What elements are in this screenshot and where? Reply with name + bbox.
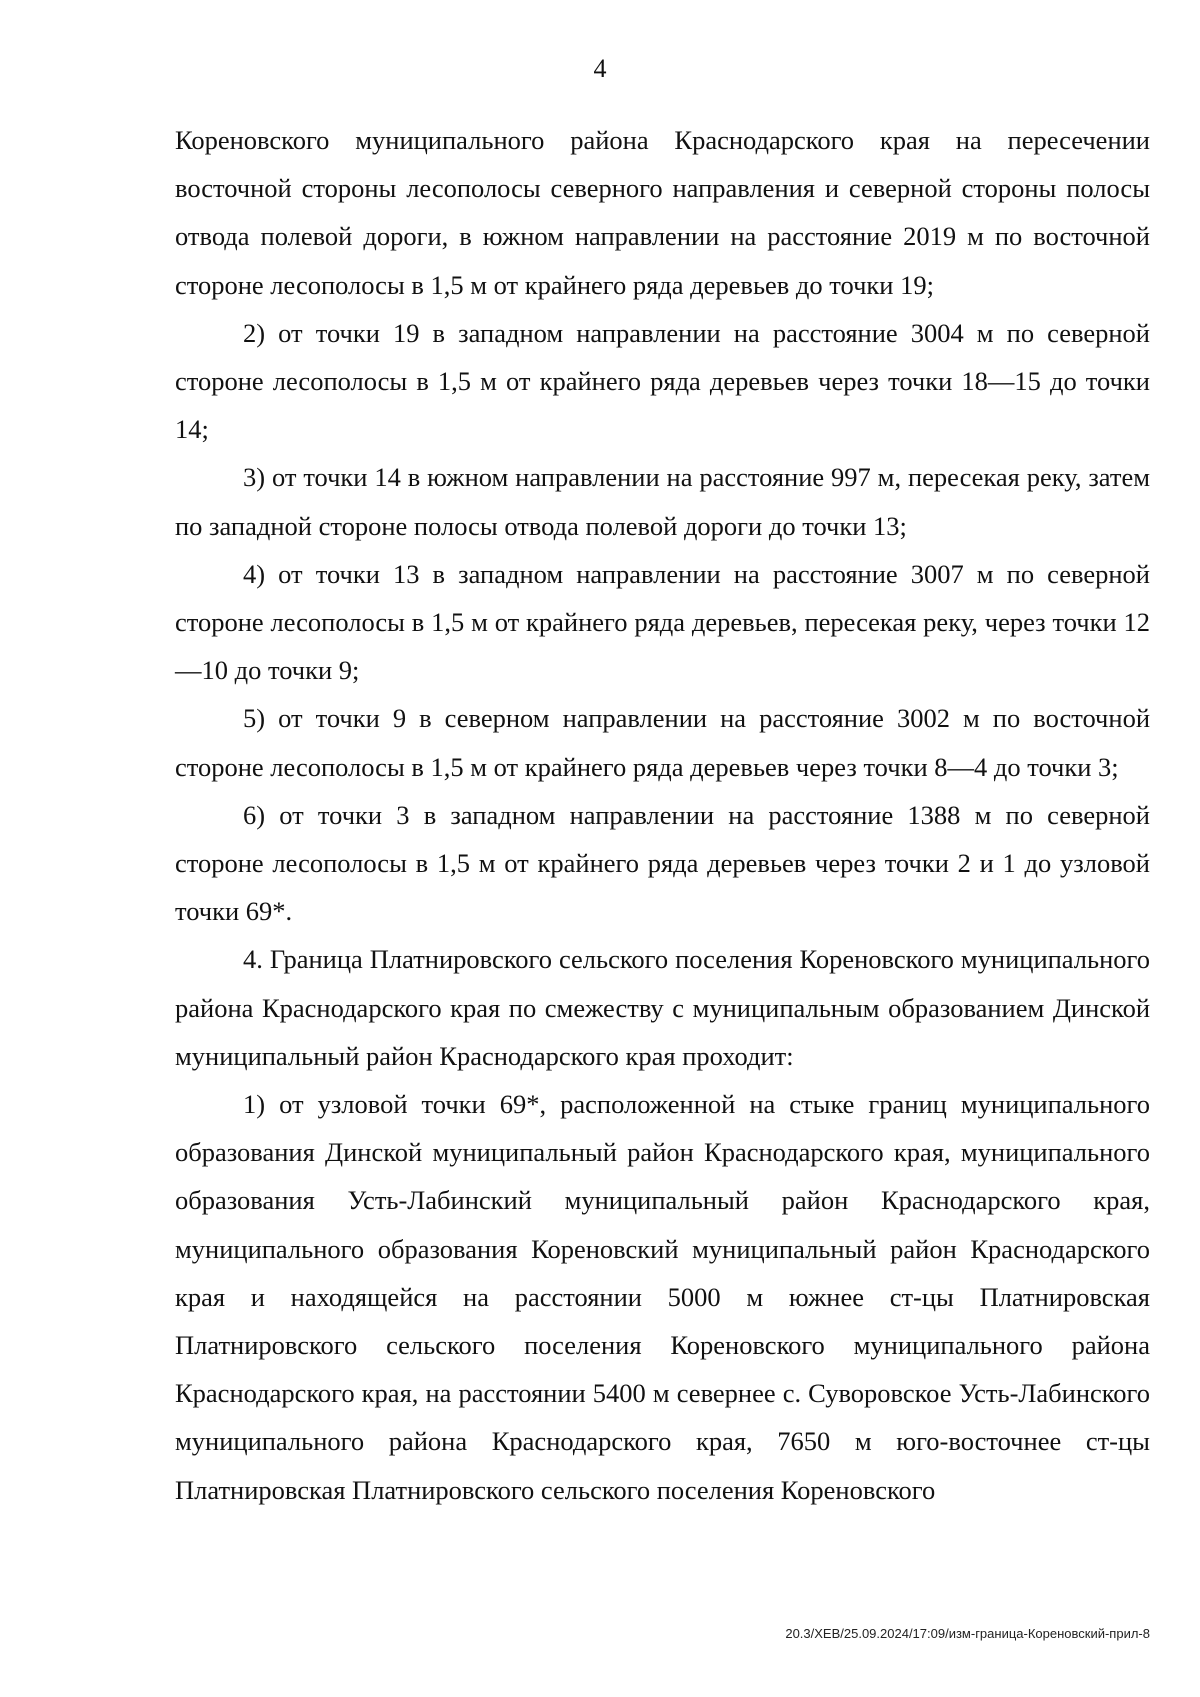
document-footer-code: 20.3/ХЕВ/25.09.2024/17:09/изм-граница-Кореновский-прил-8 [785,1626,1150,1641]
paragraph-item-3: 3) от точки 14 в южном направлении на расстояние 997 м, пересекая реку, затем по западной стороне полосы отвода полевой дороги до точки 13; [175,462,1150,541]
page-number: 4 [593,54,607,83]
paragraph-section-4-item-1: 1) от узловой точки 69*, расположенной на стыке границ муниципального образования Динской муниципальный район Краснодарского края, муниципального образования Усть-Лабинский муниципальный район Краснодарского края, муниципального образования Кореновский муниципальный район Краснодарского края и находящейся на расстоянии 5000 м южнее ст-цы Платнировская Платнировского сельского поселения Кореновского муниципального района Краснодарского края, на расстоянии 5400 м севернее с. Суворовское Усть-Лабинского муниципального района Краснодарского края, 7650 м юго-восточнее ст-цы Платнировская Платнировского сельского поселения Кореновского [175,1089,1150,1505]
paragraph-item-2: 2) от точки 19 в западном направлении на расстояние 3004 м по северной стороне лесополосы в 1,5 м от крайнего ряда деревьев через точки 18—15 до точки 14; [175,317,1150,445]
paragraph-section-4: 4. Граница Платнировского сельского поселения Кореновского муниципального района Краснодарского края по смежеству с муниципальным образованием Динской муниципальный район Краснодарского края проходит: [175,944,1150,1071]
paragraph-continuation: Кореновского муниципального района Краснодарского края на пересечении восточной стороны лесополосы северного направления и северной стороны полосы отвода полевой дороги, в южном направлении на расстояние 2019 м по восточной стороне лесополосы в 1,5 м от крайнего ряда деревьев до точки 19; [175,125,1150,300]
paragraph-item-6: 6) от точки 3 в западном направлении на расстояние 1388 м по северной стороне лесополосы в 1,5 м от крайнего ряда деревьев через точки 2 и 1 до узловой точки 69*. [175,799,1150,927]
paragraph-item-5: 5) от точки 9 в северном направлении на расстояние 3002 м по восточной стороне лесополосы в 1,5 м от крайнего ряда деревьев через точки 8—4 до точки 3; [175,703,1150,782]
paragraph-item-4: 4) от точки 13 в западном направлении на расстояние 3007 м по северной стороне лесополосы в 1,5 м от крайнего ряда деревьев, пересекая реку, через точки 12—10 до точки 9; [175,558,1150,686]
document-body [175,116,1150,1514]
